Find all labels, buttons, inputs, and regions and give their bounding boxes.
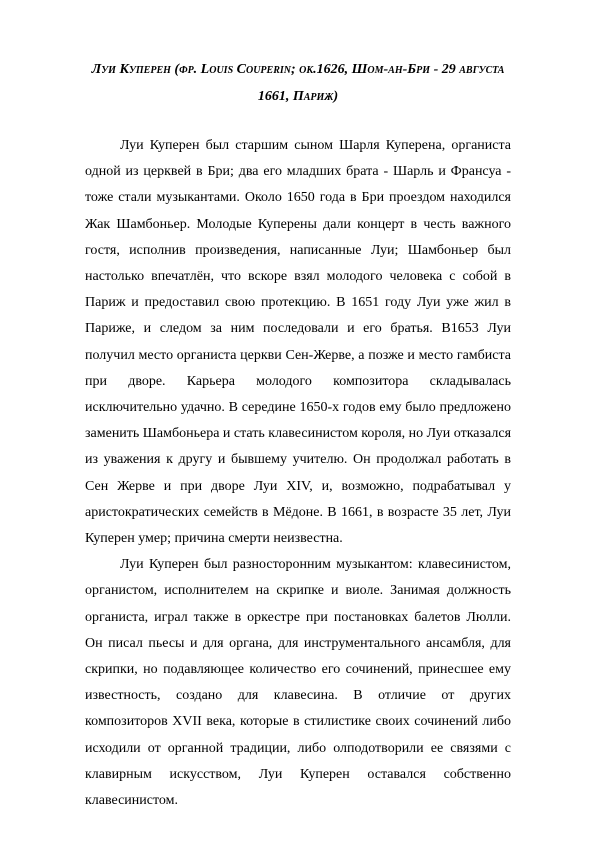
title-line-2: 1661, Париж) xyxy=(257,89,339,104)
paragraph-2: Луи Куперен был разносторонним музыкантом: клавесинистом, органистом, исполнителем на скрипке и виоле. Занимая должность органиста, играл также в оркестре при постановках балетов Люлли. Он писал пьесы и для органа, для инструментального ансамбля, для скрипки, но подавляющее количество его сочинений, принесшее ему известность, создано для клавесина. В отличие от других композиторов XVII века, которые в стилистике своих сочинений либо исходили от органной традиции, либо олподотворили ее связями с клавирным искусством, Луи Куперен оставался собственно клавесинистом. xyxy=(85,557,511,809)
title-line-1: Луи Куперен (фр. Louis Couperin; ок.1626, Шом-ан-Бри - 29 августа xyxy=(91,62,505,77)
paragraph-1: Луи Куперен был старшим сыном Шарля Куперена, органиста одной из церквей в Бри; два его младших брата - Шарль и Франсуа - тоже стали музыкантами. Около 1650 года в Бри проездом находился Жак Шамбоньер. Молодые Куперены дали концерт в честь важного гостя, исполнив произведения, написанные Луи; Шамбоньер был настолько впечатлён, что вскоре взял молодого человека с собой в Париж и предоставил свою протекцию. В 1651 году Луи уже жил в Париже, и следом за ним последовали и его братья. В1653 Луи получил место органиста церкви Сен-Жерве, а позже и место гамбиста при дворе. Карьера молодого композитора складывалась исключительно удачно. В середине 1650-х годов ему было предложено заменить Шамбоньера и стать клавесинистом короля, но Луи отказался из уважения к другу и бывшему учителю. Он продолжал работать в Сен Жерве и при дворе Луи XIV, и, возможно, подрабатывал у аристократических семейств в Мёдоне. В 1661, в возрасте 35 лет, Луи Куперен умер; причина смерти неизвестна. xyxy=(85,138,512,547)
document-body xyxy=(85,133,511,814)
document-title xyxy=(85,56,511,110)
